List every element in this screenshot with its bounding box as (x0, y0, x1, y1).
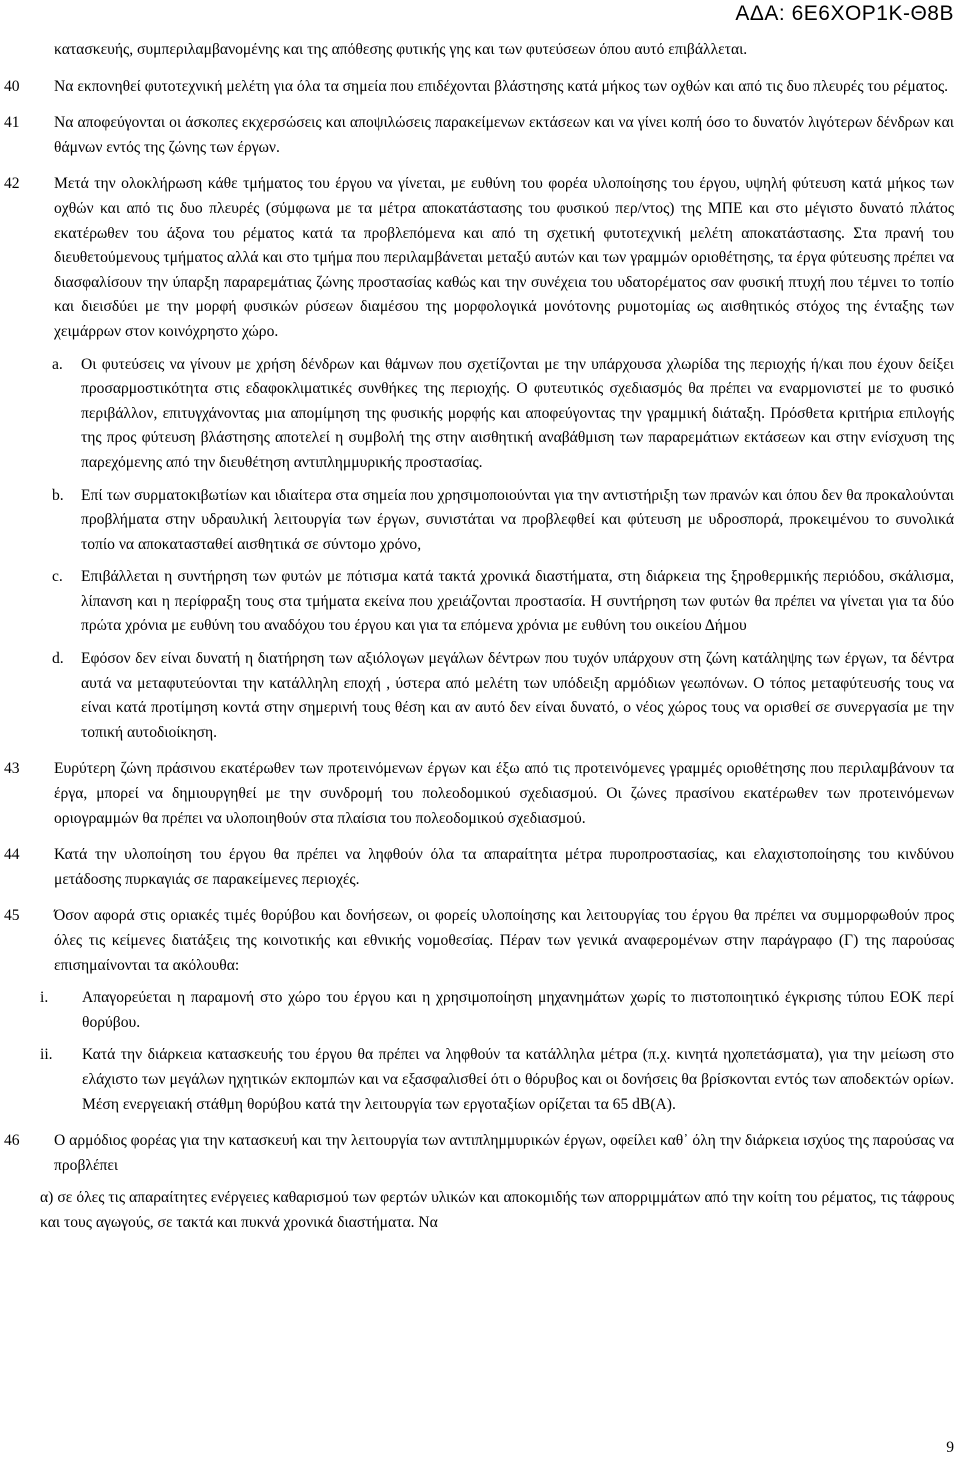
item-42-sub-c (0, 565, 960, 639)
item-42-sub-a (0, 353, 960, 476)
sub-label: a. (52, 355, 63, 373)
sub-label: ii. (40, 1046, 53, 1064)
item-text: Ο αρμόδιος φορέας για την κατασκευή και την λειτουργία των αντιπλημμυρικών έργων, οφείλει καθ᾽ όλη την διάρκεια ισχύος της παρούσας να προβλέπει (54, 1132, 954, 1174)
sub-label: α) (40, 1189, 54, 1207)
sub-text: Κατά την διάρκεια κατασκευής του έργου θα πρέπει να ληφθούν τα κατάλληλα μέτρα (π.χ. κινητά ηχοπετάσματα), για την μείωση στο ελάχιστο των μεγάλων ηχητικών εκπομπών και να εξασφαλισθεί ότι ο θόρυβος και οι δονήσεις θα βρίσκονται εντός των αποδεκτών ορίων. Μέση ενεργειακή στάθμη θορύβου κατά την λειτουργία των εργοταξίων ορίζεται τα 65 dB(A). (82, 1046, 954, 1113)
item-text: Όσον αφορά στις οριακές τιμές θορύβου και δονήσεων, οι φορείς υλοποίησης και λειτουργίας του έργου θα πρέπει να συμμορφωθούν προς όλες τις κείμενες διατάξεις της κοινοτικής και εθνικής νομοθεσίας. Πέραν των γενικά αναφερομένων στην παράγραφο (Γ) της παρούσας επισημαίνονται τα ακόλουθα: (54, 907, 954, 974)
item-text: Να αποφεύγονται οι άσκοπες εκχερσώσεις και αποψιλώσεις παρακείμενων εκτάσεων και να γίνει κοπή όσο το δυνατόν λιγότερων δένδρων και θάμνων εντός της ζώνης των έργων. (54, 114, 954, 156)
item-45 (0, 904, 960, 978)
sub-label: c. (52, 568, 63, 586)
item-number: 40 (4, 77, 20, 95)
item-number: 46 (4, 1132, 20, 1150)
item-45-sub-ii (0, 1043, 960, 1117)
sub-label: d. (52, 650, 64, 668)
sub-text: σε όλες τις απαραίτητες ενέργειες καθαρισμού των φερτών υλικών και αποκομιδής των απορριμμάτων από την κοίτη του ρέματος, τις τάφρους και τους αγωγούς, σε τακτά και πυκνά χρονικά διαστήματα. Να (40, 1189, 954, 1231)
continuation-text: κατασκευής, συμπεριλαμβανομένης και της απόθεσης φυτικής γης και των φυτεύσεων όπου αυτό επιβάλλεται. (54, 41, 748, 58)
sub-label: b. (52, 486, 64, 504)
item-43 (0, 757, 960, 831)
item-number: 45 (4, 907, 20, 925)
document-body (0, 38, 960, 1236)
item-number: 42 (4, 175, 20, 193)
item-45-sub-i (0, 986, 960, 1035)
item-number: 43 (4, 760, 20, 778)
item-number: 41 (4, 114, 20, 132)
sub-text: Απαγορεύεται η παραμονή στο χώρο του έργου και η χρησιμοποίηση μηχανημάτων χωρίς το πιστοποιητικό έγκρισης τύπου ΕΟΚ περί θορύβου. (82, 989, 954, 1031)
item-46 (0, 1129, 960, 1178)
item-number: 44 (4, 846, 20, 864)
sub-label: i. (40, 989, 49, 1007)
continuation-paragraph (0, 38, 960, 63)
item-42-sub-d (0, 647, 960, 745)
item-46-sub-a (0, 1186, 960, 1235)
item-text: Να εκπονηθεί φυτοτεχνική μελέτη για όλα τα σημεία που επιδέχονται βλάστησης κατά μήκος των οχθών και από τις δυο πλευρές του ρέματος. (54, 77, 949, 95)
item-41 (0, 111, 960, 160)
sub-text: Οι φυτεύσεις να γίνουν με χρήση δένδρων και θάμνων που σχετίζονται με την υπάρχουσα χλωρίδα της περιοχής ή/και που έχουν δείξει προσαρμοστικότητα στις εδαφοκλιματικές συνθήκες της περιοχής. Ο φυτευτικός σχεδιασμός θα πρέπει να εναρμονιστεί με το φυσικό περιβάλλον, επιτυγχάνοντας μια απομίμηση της φυσικής μορφής και αποφεύγοντας την γραμμική διάταξη. Πρόσθετα κριτήρια επιλογής της προς φύτευση βλάστησης αποτελεί η συμβολή της στην αισθητική αναβάθμιση των παραρεμάτιων εκτάσεων και στην ενίσχυση της παρεχόμενης από την διευθέτηση αντιπλημμυρικής προστασίας. (81, 355, 954, 471)
item-text: Κατά την υλοποίηση του έργου θα πρέπει να ληφθούν όλα τα απαραίτητα μέτρα πυροπροστασίας, και ελαχιστοποίησης του κινδύνου μετάδοσης πυρκαγιάς σε παρακείμενες περιοχές. (54, 846, 954, 888)
sub-text: Επί των συρματοκιβωτίων και ιδιαίτερα στα σημεία που χρησιμοποιούνται για την αντιστήριξη των πρανών και όπου δεν θα προκαλούνται προβλήματα στην υδραυλική λειτουργία των έργων, συνιστάται να προβλεφθεί και φύτευση με υδροσπορά, προκειμένου το συνολικά τοπίο να αποκατασταθεί αισθητικά σε σύντομο χρόνο, (81, 486, 954, 553)
sub-text: Επιβάλλεται η συντήρηση των φυτών με πότισμα κατά τακτά χρονικά διαστήματα, στη διάρκεια της ξηροθερμικής περιόδου, σκάλισμα, λίπανση και η περίφραξη τους στα τμήματα εκείνα που χρειάζονται προστασία. Η συντήρηση των φυτών θα πρέπει να γίνεται για τα δύο πρώτα χρόνια με ευθύνη του αναδόχου του έργου και για τα επόμενα χρόνια με ευθύνη του οικείου Δήμου (81, 568, 954, 635)
item-40 (0, 75, 960, 100)
sub-text: Εφόσον δεν είναι δυνατή η διατήρηση των αξιόλογων μεγάλων δέντρων που τυχόν υπάρχουν στη ζώνη κατάληψης των έργων, τα δέντρα αυτά να μεταφυτεύονται την κατάλληλη εποχή , ύστερα από μελέτη των υπόδειξη αρμόδιων γεωπόνων. Ο τόπος μεταφύτευσής τους να είναι κατά προτίμηση κοντά στην σημερινή τους θέση και αν αυτό δεν είναι δυνατό, ο νέος χώρος τους να ορισθεί σε συνεργασία με την τοπική αυτοδιοίκηση. (81, 650, 954, 741)
item-42-sub-b (0, 484, 960, 558)
ada-header: ΑΔΑ: 6Ε6ΧΟΡ1Κ-Θ8Β (735, 2, 954, 25)
item-44 (0, 843, 960, 892)
page-number: 9 (946, 1439, 954, 1456)
item-text: Ευρύτερη ζώνη πράσινου εκατέρωθεν των προτεινόμενων έργων και έξω από τις προτεινόμενες γραμμές οριοθέτησης που περιλαμβάνουν τα έργα, μπορεί να δημιουργηθεί με την συνδρομή του πολεοδομικού σχεδιασμού. Οι ζώνες πρασίνου εκατέρωθεν των προτεινόμενων οριογραμμών θα πρέπει να υλοποιηθούν στα πλαίσια του πολεοδομικού σχεδιασμού. (54, 760, 954, 827)
item-text: Μετά την ολοκλήρωση κάθε τμήματος του έργου να γίνεται, με ευθύνη του φορέα υλοποίησης του έργου, υψηλή φύτευση κατά μήκος των οχθών και από τις δυο πλευρές (σύμφωνα με τα μέτρα αποκατάστασης του φυσικού περ/ντος) της ΜΠΕ και στο μέγιστο δυνατό πλάτος εκατέρωθεν του άξονα του ρέματος κατά τα προβλεπόμενα και από τη σχετική φυτοτεχνική μελέτη αποκατάστασης. Στα πρανή του διευθετούμενους τμήματος αλλά και στο τμήμα που περιλαμβάνεται μεταξύ αυτών και των γραμμών οριοθέτησης, τα έργα φύτευσης πρέπει να διασφαλίσουν την ύπαρξη παραρεμάτιας ζώνης προστασίας καθώς και την συνέχεια του υδατορέματος σαν φυσική πτυχή που τέμνει το τοπίο και διεισδύει με την μορφή φυσικών ρύσεων διαμέσου της μορφολογικά μονότονης ρυμοτομίας ως αισθητικός στόχος της ένταξης των χειμάρρων στον κοινόχρηστο χώρο. (54, 175, 954, 340)
item-42 (0, 172, 960, 344)
